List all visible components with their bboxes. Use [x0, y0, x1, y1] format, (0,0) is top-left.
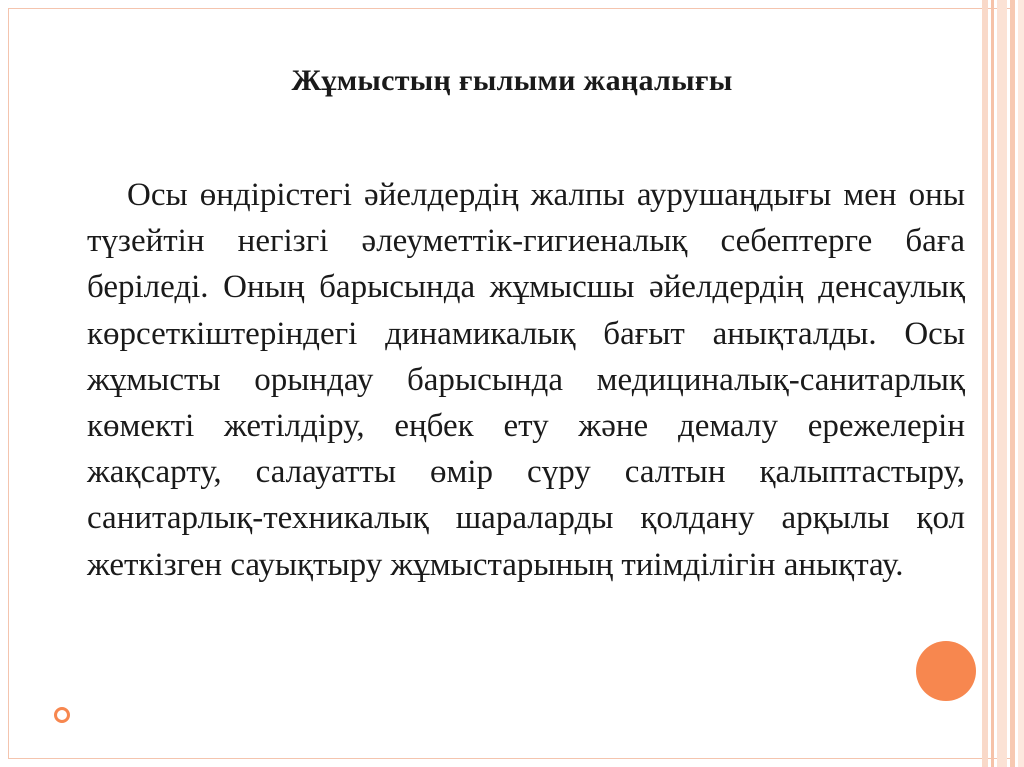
decorative-circle	[916, 641, 976, 701]
decorative-stripe	[1018, 0, 1024, 767]
decorative-ring-icon	[54, 707, 70, 723]
decorative-stripe	[1010, 0, 1015, 767]
slide-body-paragraph: Осы өндірістегі әйелдердің жалпы аурушаңдығы мен оны түзейтін негізгі әлеуметтік-гигиеналық себептерге баға беріледі. Оның барысында жұмысшы әйелдердің денсаулық көрсеткіштеріндегі динамикалық бағыт анықталды. Осы жұмысты орындау барысында медициналық-санитарлық көмекті жетілдіру, еңбек ету және демалу ережелерін жақсарту, салауатты өмір сүру салтын қалыптастыру, санитарлық-техникалық шараларды қолдану арқылы қол жеткізген сауықтыру жұмыстарының тиімділігін анықтау.	[87, 177, 965, 583]
decorative-stripe	[991, 0, 994, 767]
decorative-stripe	[997, 0, 1007, 767]
slide-title: Жұмыстың ғылыми жаңалығы	[291, 64, 733, 97]
decorative-stripe	[982, 0, 988, 767]
